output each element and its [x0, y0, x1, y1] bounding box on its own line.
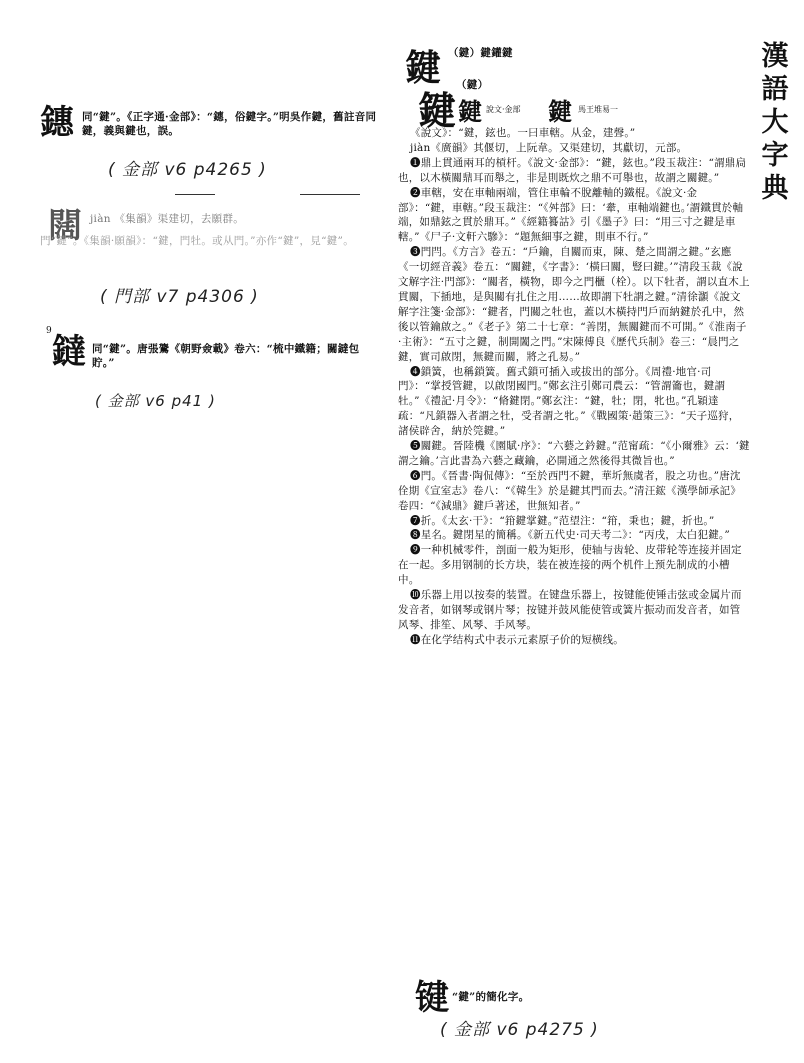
definition-paragraph: ❷車轄，安在車軸兩端，管住車輪不脫離軸的鐵棍。《說文·金部》：“鍵，車轄。”段玉裁注：“《舛部》曰：‘舝，車軸端鍵也。’謂鐵貫於軸端，如鼎鉉之貫於鼎耳。”《經籍籑詁》引《墨子》曰：“用三寸之鍵是車轄。”《尸子·文軒六驂》：“題無細事之鍵，則車不行。” — [398, 186, 744, 244]
bottom-entry-handwritten-note: ( 金部 v6 p4275 ) — [440, 1020, 599, 1040]
definition-paragraph: ❾一种机械零件，剖面一般为矩形，使轴与齿轮、皮带轮等连接并固定在一起。多用钢制的长方块，装在被连接的两个机件上预先制成的小槽中。 — [398, 544, 742, 587]
bottom-entry-head-char: 键 — [415, 978, 449, 1018]
dictionary-title: 漢 語 大 字 典 — [761, 41, 789, 204]
definition-paragraph: ❿乐器上用以按奏的装置。在键盘乐器上，按键能使锤击弦或金属片而发音者，如钢琴或钢片琴；按键并鼓风能使管或簧片振动而发音者，如管风琴、排笙、风琴、手风琴。 — [398, 589, 742, 631]
silk-text-label: 馬王堆易一 — [578, 105, 618, 114]
seal-script-char: 鍵 — [458, 97, 482, 126]
definition-paragraph: ❸門閂。《方言》卷五：“戶鑰，自關而東，陳、楚之間謂之鍵。”玄應《一切經音義》卷五：“關鍵，《字書》：‘橫曰關，豎曰鍵。’”清段玉裁《說文解字注·門部》：“關者，橫物，即今之門櫃（栓）。以下牡者，謂以直木上貫關，下插地，是與關有扎住之用……故即謂下牡謂之鍵。”清徐灝《說文解字注箋·金部》：“鍵者，門關之牡也，蓋以木橫持門戶而納鍵於孔中，然後以管鑰啟之。”《老子》第二十七章：“善閉，無關鍵而不可開。”《淮南子·主術》：“五寸之鍵，制開闔之門。”宋陳傅良《歷代兵制》卷三：“晨門之鍵，實司啟閉，無鍵而關，將之孔易。” — [398, 246, 750, 363]
divider — [175, 194, 215, 195]
definition-paragraph: jiàn《廣韻》其偃切，上阮韋。又渠建切，其獻切，元部。 — [410, 141, 688, 154]
entry3-text: 同“鍵”。唐張鷟《朝野僉載》卷六：“梳中鐵籍；關鐽包貯。” — [92, 343, 360, 369]
entry1-text: 同“鍵”。《正字通·金部》：“鏸，俗鍵字。”明吳作鍵，舊註音同鍵，義與鍵也，誤。 — [82, 111, 377, 137]
entry1-handwritten-note: ( 金部 v6 p4265 ) — [108, 160, 267, 180]
entry3-head-char: 鐽 — [52, 332, 86, 372]
entry3-stroke-number: 9 — [46, 326, 52, 336]
definition-paragraph: 《說文》：“鍵，鉉也。一曰車轄。从金，建聲。” — [410, 127, 636, 139]
entry2-head-char: 闊 — [48, 206, 82, 246]
definition-paragraph: ❻門。《晉書·陶侃傳》：“至於西門不鍵，華圻無虞者，股之功也。”唐沈佺期《宣室志》卷八：“《韓生》於是鍵其門而去。”清汪鋐《漢學師承記》卷四：“《減鼎》鍵戶著述，世無知者。” — [398, 469, 742, 512]
entry2-handwritten-note: ( 門部 v7 p4306 ) — [100, 287, 259, 307]
definition-paragraph: ⓫在化学结构式中表示元素原子价的短横线。 — [410, 633, 624, 646]
main-head-char: 鍵 — [418, 88, 457, 133]
entry3-handwritten-note: ( 金部 v6 p41 ) — [95, 392, 216, 410]
entry2-text-line2: 門“鍵”。《集韻·願韻》：“鍵，門牡。或从門。”亦作“鍵”，見“鍵”。 — [40, 235, 355, 247]
entry2-text-line1: jiàn 《集韻》渠建切，去願群。 — [90, 213, 245, 225]
seal-script-label: 說文·金部 — [486, 105, 521, 114]
definition-paragraph: ❶鼎上貫通兩耳的槓杆。《說文·金部》：“鍵，鉉也。”段玉裁注：“謂鼎扃也，以木橫關鼎耳而舉之，非是則既炊之鼎不可舉也，故謂之關鍵。” — [398, 156, 747, 184]
definition-body — [398, 126, 750, 961]
bottom-entry-text: “鍵”的簡化字。 — [452, 991, 530, 1003]
definition-paragraph: ❼折。《太玄·干》：“箝鍵掌鍵。”范望注：“箝，秉也；鍵，折也。” — [410, 514, 715, 527]
top-entry-variants: （鍵）鍵鑵鍵 — [448, 47, 513, 59]
definition-paragraph: ❺關鍵。晉陸機《園賦·序》：“六藝之鈐鍵。”范甯疏：“《小爾雅》云：‘鍵謂之鑰。’言此書為六藝之藏鑰，必開通之然後得其微旨也。” — [398, 440, 750, 467]
definition-paragraph: ❹鎖簧，也稱鎖簧。舊式鎖可插入或拔出的部分。《周禮·地官·司門》：“掌授管鍵，以啟閉國門。”鄭玄注引鄭司農云：“管謂籥也，鍵謂牡。”《禮記·月令》：“脩鍵閉。”鄭玄注：“鍵，牡；閉，牝也。”孔穎達疏：“凡鎖器入者謂之牡，受者謂之牝。”《戰國策·趙策三》：“天子巡狩，諸侯辟舍，納於筦鍵。” — [398, 365, 740, 438]
divider — [300, 194, 360, 195]
entry1-head-char: 鏸 — [40, 103, 74, 143]
definition-paragraph: ❽星名。鍵閉星的簡稱。《新五代史·司天考二》：“丙戌，太白犯鍵。” — [410, 529, 730, 542]
top-entry-head-char: 鍵 — [405, 47, 442, 89]
silk-text-char: 鍵 — [548, 97, 572, 126]
main-head-bracket: （鍵） — [456, 79, 489, 91]
